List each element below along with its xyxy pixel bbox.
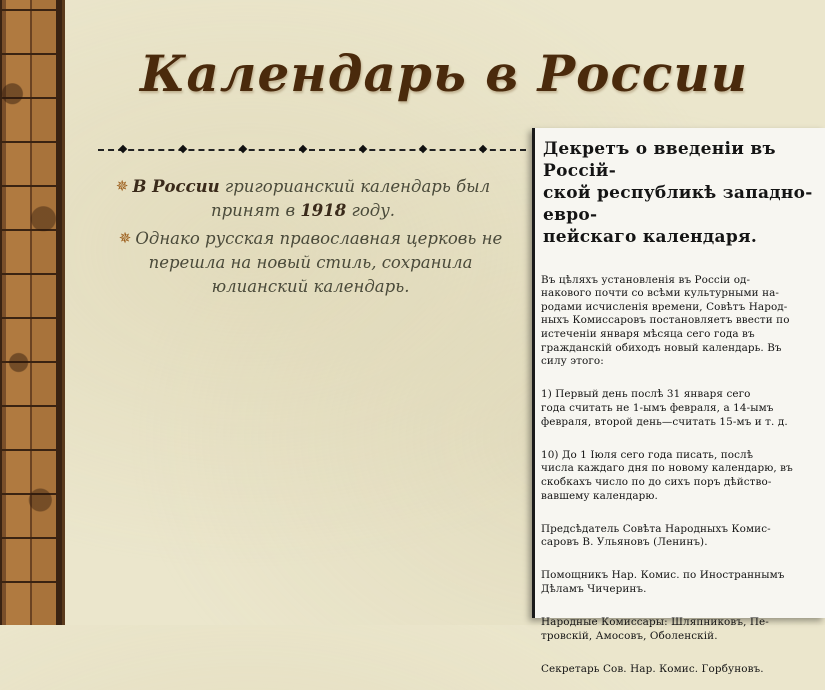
bullet-item-adoption	[98, 174, 508, 223]
decree-signature: Предсѣдатель Совѣта Народныхъ Комис- саровъ В. Ульяновъ (Ленинъ).	[541, 522, 771, 549]
bullet-star-icon: ✵	[115, 177, 129, 195]
bullet-text-end: году.	[346, 201, 396, 220]
decree-title: Декретъ о введенiи въ Россiй- ской республикѣ западно-евро- пейскаго календаря.	[543, 139, 813, 247]
decree-paragraph: Въ цѣляхъ установленiя въ Россiи од- накового почти со всѣми культурными на- родами исчисленiя времени, Совѣтъ Народ- ныхъ Комиссаровъ постановляетъ ввести по истеченiи января мѣсяца сего года въ гражданскiй обиходъ новый календарь. Въ силу этого:	[541, 273, 790, 368]
divider-diamond	[359, 145, 367, 153]
bullet-text: григорианский календарь был принят в	[210, 177, 491, 220]
bullet-item-church	[108, 226, 513, 299]
divider-diamond	[179, 145, 187, 153]
divider-diamond	[419, 145, 427, 153]
dotted-divider	[98, 146, 526, 154]
decree-paragraph: 1) Первый день послѣ 31 января сего года считать не 1-ымъ февраля, а 14-ымъ февраля, второй день—считать 15-мъ и т. д.	[541, 388, 788, 428]
bullet-prefix: В России	[132, 177, 220, 196]
decree-signature: Секретарь Сов. Нар. Комис. Горбуновъ.	[541, 663, 764, 676]
bullet-year: 1918	[300, 201, 347, 220]
decree-newspaper-clipping	[532, 128, 825, 676]
bullet-text: Однако русская православная церковь не перешла на новый стиль, сохранила юлианский календарь.	[135, 229, 503, 296]
divider-diamond	[119, 145, 127, 153]
decree-signature: Помощникъ Нар. Комис. по Иностраннымъ Дѣламъ Чичеринъ.	[541, 569, 785, 596]
side-strip-border	[62, 0, 65, 625]
slide-title: Календарь в России	[140, 44, 749, 103]
divider-diamond	[299, 145, 307, 153]
decree-paragraph: 10) До 1 Iюля сего года писать, послѣ числа каждаго дня по новому календарю, въ скобкахъ число по до сихъ поръ дѣйство- вавшему календарю.	[541, 448, 793, 502]
decree-body	[541, 254, 825, 690]
decree-signature: Народные Комиссары: Шляпниковъ, Пе- тровскiй, Амосовъ, Оболенскiй.	[541, 616, 769, 642]
bullet-star-icon: ✵	[118, 229, 132, 247]
divider-dash-line	[98, 149, 526, 151]
decorative-side-strip	[0, 0, 62, 625]
divider-diamond	[479, 145, 487, 153]
divider-diamond	[239, 145, 247, 153]
